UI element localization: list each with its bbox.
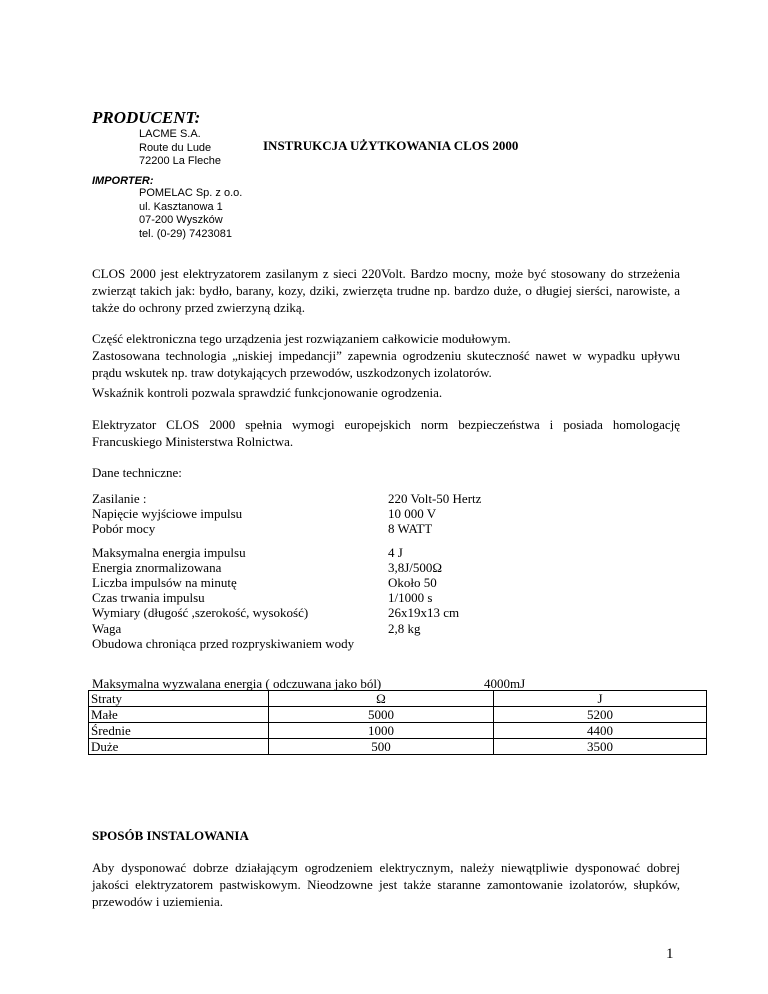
document-title: INSTRUKCJA UŻYTKOWANIA CLOS 2000 xyxy=(263,138,519,153)
spec-row xyxy=(92,590,652,605)
install-paragraph xyxy=(92,859,680,910)
importer-address xyxy=(139,187,242,241)
indicator-text: Wskaźnik kontroli pozwala sprawdzić funkcjonowanie ogrodzenia. xyxy=(92,385,443,400)
table-cell: 3500 xyxy=(494,739,707,755)
table-cell: 4400 xyxy=(494,723,707,739)
table-cell: 5200 xyxy=(494,707,707,723)
spec-list xyxy=(92,491,652,651)
spec-label: Energia znormalizowana xyxy=(92,559,222,575)
table-header-cell: Ω xyxy=(269,691,494,707)
spec-row xyxy=(92,506,652,521)
intro-paragraph xyxy=(92,265,680,316)
producer-address-line: Route du Lude xyxy=(139,141,212,154)
table-row xyxy=(89,739,707,755)
spec-row xyxy=(92,636,652,651)
table-cell: Duże xyxy=(89,739,269,755)
norms-paragraph xyxy=(92,416,680,450)
energy-value: 4000mJ xyxy=(484,676,526,691)
producer-address xyxy=(139,128,221,169)
indicator-paragraph xyxy=(92,384,680,401)
importer-address-line: tel. (0-29) 7423081 xyxy=(139,227,232,240)
spec-label: Obudowa chroniąca przed rozpryskiwaniem wody xyxy=(92,635,355,651)
spec-label: Maksymalna energia impulsu xyxy=(92,544,246,560)
table-cell: Średnie xyxy=(89,723,269,739)
importer-label: IMPORTER: xyxy=(92,175,154,187)
table-cell: 500 xyxy=(269,739,494,755)
spec-label: Zasilanie : xyxy=(92,491,147,506)
spec-label: Waga xyxy=(92,620,122,636)
producer-label: PRODUCENT: xyxy=(92,108,201,127)
page-number: 1 xyxy=(666,946,674,962)
intro-text: CLOS 2000 jest elektryzatorem zasilanym z sieci 220Volt. Bardzo mocny, może być stosowany do strzeżenia zwierząt takich jak: bydło, barany, kozy, dziki, zwierzęta trudne np. bardzo duże, o długiej sierści, narowiste, a także do ochrony przed zwierzyną dziką. xyxy=(92,266,680,315)
electronics-text-2: Zastosowana technologia „niskiej impedancji” zapewnia ogrodzeniu skuteczność nawet w wypadku upływu prądu wskutek np. traw dotykających przewodów, uszkodzonych izolatorów. xyxy=(92,348,680,380)
spec-value: 10 000 V xyxy=(388,506,437,522)
spec-label: Liczba impulsów na minutę xyxy=(92,574,237,590)
spec-row xyxy=(92,491,652,506)
spec-row xyxy=(92,545,652,560)
table-header-cell: Straty xyxy=(89,691,269,707)
tech-data-heading: Dane techniczne: xyxy=(92,465,182,480)
table-row xyxy=(89,723,707,739)
install-heading: SPOSÓB INSTALOWANIA xyxy=(92,828,249,843)
spec-label: Wymiary (długość ,szerokość, wysokość) xyxy=(92,605,309,621)
spec-value: 3,8J/500Ω xyxy=(388,559,443,575)
importer-address-line: ul. Kasztanowa 1 xyxy=(139,200,223,213)
norms-text: Elektryzator CLOS 2000 spełnia wymogi europejskich norm bezpieczeństwa i posiada homologację Francuskiego Ministerstwa Rolnictwa. xyxy=(92,417,680,449)
install-text: Aby dysponować dobrze działającym ogrodzeniem elektrycznym, należy niewątpliwie dysponować dobrej jakości elektryzatorem pastwiskowym. Nieodzowne jest także staranne zamontowanie izolatorów, słupków, przewodów i uziemienia. xyxy=(92,860,680,909)
spec-value: 220 Volt-50 Hertz xyxy=(388,491,482,506)
table-cell: 5000 xyxy=(269,707,494,723)
loss-table xyxy=(88,690,707,755)
spec-value: Około 50 xyxy=(388,574,437,590)
spec-value: 8 WATT xyxy=(388,521,433,537)
spec-row xyxy=(92,605,652,620)
spec-row xyxy=(92,575,652,590)
table-row xyxy=(89,707,707,723)
table-cell: Małe xyxy=(89,707,269,723)
producer-address-line: 72200 La Fleche xyxy=(139,155,221,167)
spec-row xyxy=(92,560,652,575)
spec-value: 1/1000 s xyxy=(388,590,433,606)
electronics-text-1: Część elektroniczna tego urządzenia jest rozwiązaniem całkowicie modułowym. xyxy=(92,331,511,346)
spec-label: Czas trwania impulsu xyxy=(92,590,205,606)
spec-row xyxy=(92,621,652,636)
electronics-paragraph xyxy=(92,330,680,381)
importer-address-line: 07-200 Wyszków xyxy=(139,214,223,226)
table-cell: 1000 xyxy=(269,723,494,739)
spec-value: 4 J xyxy=(388,544,403,560)
table-header-row xyxy=(89,691,707,707)
spec-row xyxy=(92,521,652,536)
spec-value: 26x19x13 cm xyxy=(388,605,460,621)
importer-address-line: POMELAC Sp. z o.o. xyxy=(139,187,243,199)
spec-label: Napięcie wyjściowe impulsu xyxy=(92,506,243,522)
energy-caption: Maksymalna wyzwalana energia ( odczuwana jako ból) xyxy=(92,676,382,691)
table-header-cell: J xyxy=(494,691,707,707)
spec-label: Pobór mocy xyxy=(92,521,156,537)
spec-value: 2,8 kg xyxy=(388,620,421,636)
producer-address-line: LACME S.A. xyxy=(139,128,201,140)
